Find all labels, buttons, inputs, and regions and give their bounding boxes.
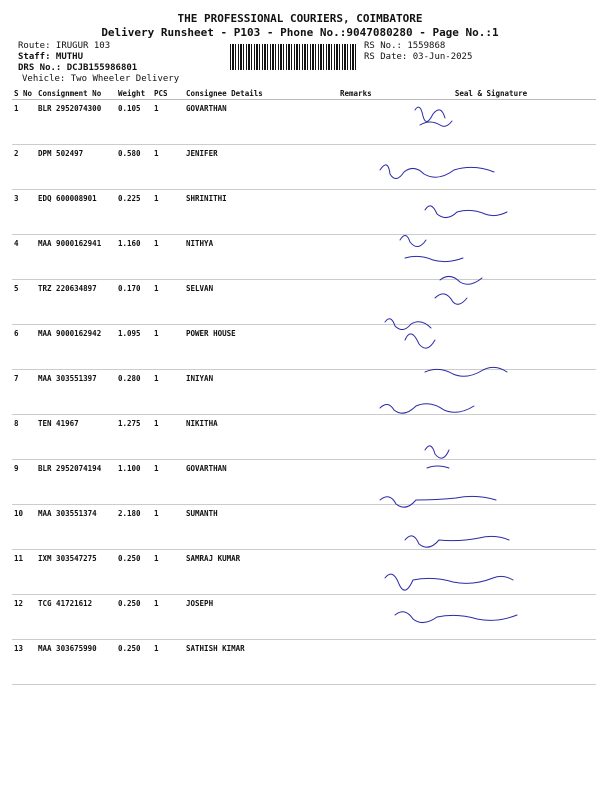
signature-13 — [395, 612, 517, 623]
column-header: Seal & Signature — [386, 88, 596, 100]
signature-3 — [425, 206, 507, 218]
cell-cons: MAA 9000162942 — [36, 325, 116, 370]
cell-sno: 5 — [12, 280, 36, 325]
cell-cons: EDQ 600008901 — [36, 190, 116, 235]
cell-wt: 0.250 — [116, 550, 152, 595]
cell-name: NITHYA — [184, 235, 338, 280]
cell-sno: 3 — [12, 190, 36, 235]
cell-name: GOVARTHAN — [184, 460, 338, 505]
cell-wt: 0.580 — [116, 145, 152, 190]
column-header: Consignee Details — [184, 88, 338, 100]
signature-12 — [385, 574, 513, 590]
cell-pcs: 1 — [152, 235, 184, 280]
cell-name: SATHISH KIMAR — [184, 640, 338, 685]
cell-cons: DPM 502497 — [36, 145, 116, 190]
cell-sno: 11 — [12, 550, 36, 595]
cell-cons: TRZ 220634897 — [36, 280, 116, 325]
cell-wt: 1.160 — [116, 235, 152, 280]
cell-wt: 0.170 — [116, 280, 152, 325]
cell-wt: 1.095 — [116, 325, 152, 370]
signature-11 — [405, 536, 509, 547]
column-header: Consignment No — [36, 88, 116, 100]
cell-pcs: 1 — [152, 595, 184, 640]
cell-sno: 10 — [12, 505, 36, 550]
cell-name: GOVARTHAN — [184, 100, 338, 145]
cell-sno: 8 — [12, 415, 36, 460]
cell-pcs: 1 — [152, 370, 184, 415]
table-header-row — [12, 88, 596, 100]
cell-pcs: 1 — [152, 325, 184, 370]
cell-cons: TCG 41721612 — [36, 595, 116, 640]
cell-name: SELVAN — [184, 280, 338, 325]
column-header: Weight — [116, 88, 152, 100]
route-label: Route: IRUGUR 103 — [18, 41, 111, 51]
cell-wt: 0.250 — [116, 640, 152, 685]
cell-sno: 2 — [12, 145, 36, 190]
cell-name: SAMRAJ KUMAR — [184, 550, 338, 595]
rs-number: RS No.: 1559868 — [364, 41, 446, 51]
signature-7 — [425, 367, 507, 376]
cell-cons: MAA 303551374 — [36, 505, 116, 550]
cell-name: NIKITHA — [184, 415, 338, 460]
barcode-image — [230, 44, 358, 70]
cell-name: SHRINITHI — [184, 190, 338, 235]
staff-label: Staff: MUTHU — [18, 52, 84, 62]
cell-sno: 4 — [12, 235, 36, 280]
cell-pcs: 1 — [152, 505, 184, 550]
signature-scribbles — [365, 100, 595, 640]
signature-4 — [400, 235, 463, 261]
signature-9 — [425, 446, 449, 468]
cell-pcs: 1 — [152, 460, 184, 505]
cell-pcs: 1 — [152, 415, 184, 460]
cell-sno: 1 — [12, 100, 36, 145]
cell-name: SUMANTH — [184, 505, 338, 550]
signature-5 — [435, 276, 482, 304]
table-row — [12, 640, 596, 685]
cell-wt: 1.100 — [116, 460, 152, 505]
cell-cons: BLR 2952074300 — [36, 100, 116, 145]
column-header: S No — [12, 88, 36, 100]
cell-sno: 9 — [12, 460, 36, 505]
signature-1 — [415, 107, 452, 126]
cell-sno: 7 — [12, 370, 36, 415]
cell-cons: MAA 9000162941 — [36, 235, 116, 280]
cell-pcs: 1 — [152, 550, 184, 595]
cell-wt: 0.280 — [116, 370, 152, 415]
cell-wt: 0.225 — [116, 190, 152, 235]
cell-remarks — [338, 640, 386, 685]
cell-wt: 2.180 — [116, 505, 152, 550]
cell-wt: 1.275 — [116, 415, 152, 460]
cell-cons: BLR 2952074194 — [36, 460, 116, 505]
drs-number: DRS No.: DCJB155986801 — [18, 63, 138, 73]
cell-pcs: 1 — [152, 190, 184, 235]
cell-pcs: 1 — [152, 145, 184, 190]
cell-name: POWER HOUSE — [184, 325, 338, 370]
cell-sno: 12 — [12, 595, 36, 640]
cell-pcs: 1 — [152, 640, 184, 685]
cell-name: JOSEPH — [184, 595, 338, 640]
cell-name: INIYAN — [184, 370, 338, 415]
signature-8 — [380, 404, 474, 413]
runsheet-title: Delivery Runsheet - P103 - Phone No.:9047080280 - Page No.:1 — [101, 26, 499, 39]
cell-pcs: 1 — [152, 280, 184, 325]
cell-wt: 0.250 — [116, 595, 152, 640]
cell-wt: 0.105 — [116, 100, 152, 145]
cell-cons: IXM 303547275 — [36, 550, 116, 595]
cell-cons: MAA 303675990 — [36, 640, 116, 685]
rs-date: RS Date: 03-Jun-2025 — [364, 52, 473, 62]
cell-pcs: 1 — [152, 100, 184, 145]
signature-10 — [380, 496, 496, 507]
signature-2 — [380, 165, 494, 179]
column-header: PCS — [152, 88, 184, 100]
cell-sno: 13 — [12, 640, 36, 685]
column-header: Remarks — [338, 88, 386, 100]
cell-sno: 6 — [12, 325, 36, 370]
signature-6 — [385, 319, 435, 348]
company-title: THE PROFESSIONAL COURIERS, COIMBATORE — [177, 12, 423, 25]
vehicle-label: Vehicle: Two Wheeler Delivery — [22, 74, 180, 84]
cell-name: JENIFER — [184, 145, 338, 190]
cell-cons: TEN 41967 — [36, 415, 116, 460]
cell-signature — [386, 640, 596, 685]
cell-cons: MAA 303551397 — [36, 370, 116, 415]
